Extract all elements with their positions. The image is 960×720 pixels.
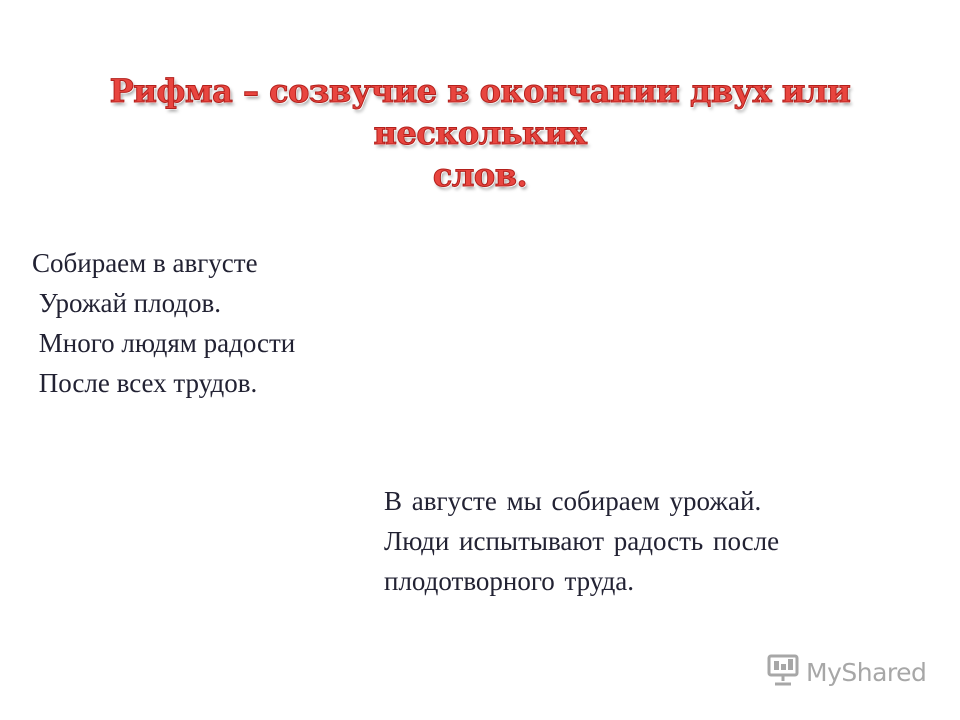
rhymed-poem <box>32 243 295 403</box>
slide-title <box>20 70 940 196</box>
poem-line: Урожай плодов. <box>32 288 222 318</box>
prose-line: плодотворного труда. <box>384 566 635 596</box>
title-line-1: Рифма – созвучие в окончании двух или нескольких <box>109 72 851 152</box>
watermark-logo <box>766 654 926 691</box>
poem-line: Много людям радости <box>32 328 296 358</box>
presentation-board-icon <box>766 654 800 691</box>
watermark-text: MyShared <box>806 658 927 687</box>
prose-line: Люди испытывают радость после <box>384 526 780 556</box>
prose-line: В августе мы собираем урожай. <box>384 486 762 516</box>
title-line-2: слов. <box>432 156 528 194</box>
poem-line: После всех трудов. <box>32 368 258 398</box>
poem-line: Собираем в августе <box>32 248 258 278</box>
prose-paraphrase <box>384 481 779 601</box>
